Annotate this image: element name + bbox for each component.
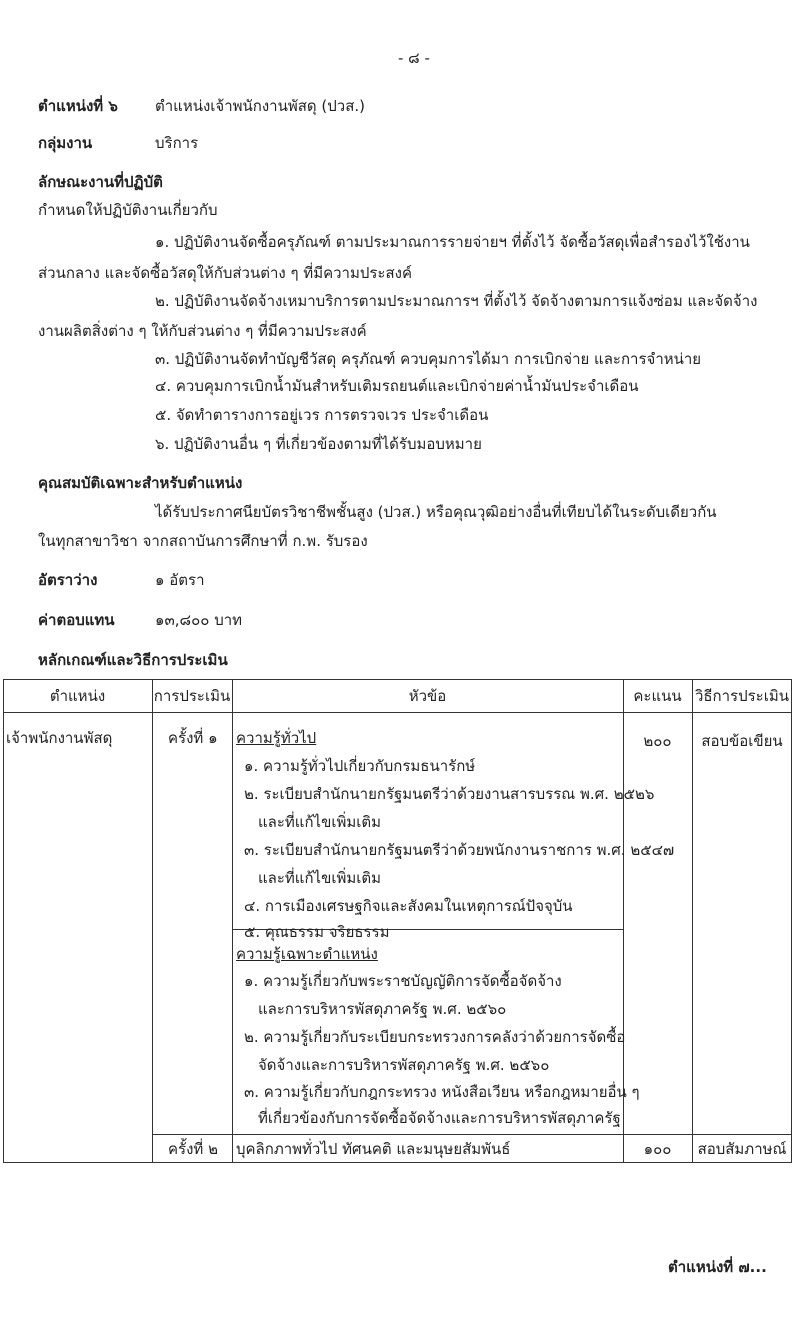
duties-heading: ลักษณะงานที่ปฏิบัติ	[38, 173, 163, 191]
cell-method-round2: สอบสัมภาษณ์	[697, 1140, 787, 1158]
duty-line: ๖. ปฏิบัติงานอื่น ๆ ที่เกี่ยวข้องตามที่ได้รับมอบหมาย	[155, 435, 482, 453]
duty-line: ส่วนกลาง และจัดซื้อวัสดุให้กับส่วนต่าง ๆ ที่มีความประสงค์	[38, 264, 412, 282]
cell-score-round2: ๑๐๐	[643, 1140, 672, 1158]
topic-line: ๒. ระเบียบสำนักนายกรัฐมนตรีว่าด้วยงานสารบรรณ พ.ศ. ๒๕๒๖	[244, 785, 655, 803]
header-assessment: การประเมิน	[153, 687, 231, 705]
header-method: วิธีการประเมิน	[694, 687, 790, 705]
qualification-heading: คุณสมบัติเฉพาะสำหรับตำแหน่ง	[38, 474, 243, 492]
topic-line: ๓. ระเบียบสำนักนายกรัฐมนตรีว่าด้วยพนักงานราชการ พ.ศ. ๒๕๔๗	[244, 841, 675, 859]
vacancy-label: อัตราว่าง	[38, 571, 98, 589]
page-number: - ๘ -	[398, 49, 430, 67]
salary-label: ค่าตอบแทน	[38, 611, 115, 629]
cell-round1: ครั้งที่ ๑	[168, 729, 218, 747]
duty-line: ๓. ปฏิบัติงานจัดทำบัญชีวัสดุ ครุภัณฑ์ ควบคุมการได้มา การเบิกจ่าย และการจำหน่าย	[155, 350, 702, 368]
qualification-line: ได้รับประกาศนียบัตรวิชาชีพชั้นสูง (ปวส.) หรือคุณวุฒิอย่างอื่นที่เทียบได้ในระดับเดียวกัน	[155, 503, 717, 521]
topic-line: และการบริหารพัสดุภาครัฐ พ.ศ. ๒๕๖๐	[258, 1000, 507, 1018]
topic-line: ๒. ความรู้เกี่ยวกับระเบียบกระทรวงการคลังว่าด้วยการจัดซื้อ	[244, 1028, 626, 1046]
salary-value: ๑๓,๘๐๐ บาท	[155, 611, 243, 629]
topic-line: และที่แก้ไขเพิ่มเติม	[258, 813, 382, 831]
cell-position: เจ้าพนักงานพัสดุ	[6, 729, 113, 747]
duty-line: ๕. จัดทำตารางการอยู่เวร การตรวจเวร ประจำเดือน	[155, 406, 489, 424]
topic-line: ๑. ความรู้เกี่ยวกับพระราชบัญญัติการจัดซื้อจัดจ้าง	[244, 972, 562, 990]
cell-score-round1: ๒๐๐	[643, 732, 672, 750]
cell-method-round1: สอบข้อเขียน	[701, 732, 783, 750]
topic-line: และที่แก้ไขเพิ่มเติม	[258, 869, 382, 887]
duty-line: ๑. ปฏิบัติงานจัดซื้อครุภัณฑ์ ตามประมาณการรายจ่ายฯ ที่ตั้งไว้ จัดซื้อวัสดุเพื่อสำรองไว้ใช้งาน	[155, 233, 750, 251]
duty-line: ๒. ปฏิบัติงานจัดจ้างเหมาบริการตามประมาณการฯ ที่ตั้งไว้ จัดจ้างตามการแจ้งซ่อม และจัดจ้าง	[155, 292, 758, 310]
position-label: ตำแหน่งที่ ๖	[38, 97, 118, 115]
duties-intro: กำหนดให้ปฏิบัติงานเกี่ยวกับ	[38, 201, 218, 219]
table-divider	[3, 712, 792, 713]
topic-line: จัดจ้างและการบริหารพัสดุภาครัฐ พ.ศ. ๒๕๖๐	[258, 1056, 550, 1074]
position-value: ตำแหน่งเจ้าพนักงานพัสดุ (ปวส.)	[155, 97, 365, 115]
header-topic: หัวข้อ	[408, 687, 447, 705]
topic-line: ที่เกี่ยวข้องกับการจัดซื้อจัดจ้างและการบริหารพัสดุภาครัฐ	[258, 1109, 621, 1127]
duty-line: ๔. ควบคุมการเบิกน้ำมันสำหรับเติมรถยนต์และเบิกจ่ายค่าน้ำมันประจำเดือน	[155, 377, 639, 395]
table-divider	[152, 1134, 792, 1135]
cell-topic-round2: บุคลิกภาพทั่วไป ทัศนคติ และมนุษยสัมพันธ์	[236, 1140, 511, 1158]
table-divider	[692, 679, 693, 1163]
header-score: คะแนน	[633, 687, 682, 705]
group-label: กลุ่มงาน	[38, 134, 93, 152]
topic-line: ๔. การเมืองเศรษฐกิจและสังคมในเหตุการณ์ปัจจุบัน	[244, 897, 573, 915]
table-divider	[152, 679, 153, 1163]
criteria-heading: หลักเกณฑ์และวิธีการประเมิน	[38, 651, 228, 669]
header-position: ตำแหน่ง	[49, 687, 106, 705]
cell-round2: ครั้งที่ ๒	[168, 1140, 218, 1158]
group-value: บริการ	[155, 134, 199, 152]
qualification-line: ในทุกสาขาวิชา จากสถาบันการศึกษาที่ ก.พ. รับรอง	[38, 532, 368, 550]
topic-line: ๑. ความรู้ทั่วไปเกี่ยวกับกรมธนารักษ์	[244, 757, 476, 775]
general-title: ความรู้ทั่วไป	[236, 729, 317, 747]
specific-title: ความรู้เฉพาะตำแหน่ง	[236, 945, 378, 963]
footer-next-position: ตำแหน่งที่ ๗...	[668, 1258, 767, 1276]
duty-line: งานผลิตสิ่งต่าง ๆ ให้กับส่วนต่าง ๆ ที่มีความประสงค์	[38, 322, 367, 340]
topic-line: ๕. คุณธรรม จริยธรรม	[244, 923, 390, 941]
vacancy-value: ๑ อัตรา	[155, 571, 205, 589]
topic-line: ๓. ความรู้เกี่ยวกับกฎกระทรวง หนังสือเวียน หรือกฎหมายอื่น ๆ	[244, 1083, 640, 1101]
table-divider	[232, 679, 233, 1163]
